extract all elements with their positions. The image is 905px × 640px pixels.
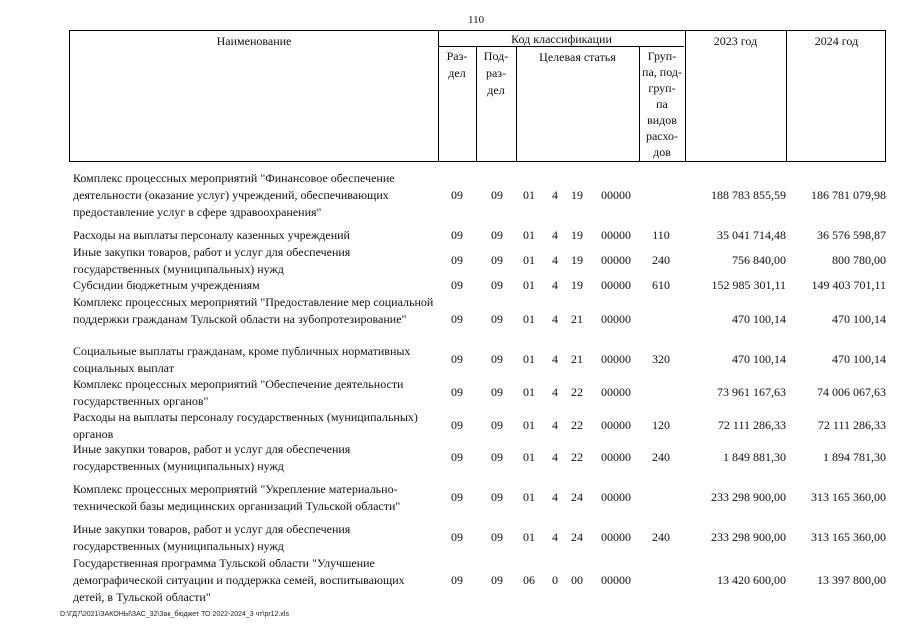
cell-2024: 72 111 286,33 [817,418,886,432]
cell-target-4: 00000 [601,530,631,544]
cell-2024: 313 165 360,00 [811,530,886,544]
cell-target-3: 19 [571,188,583,202]
cell-group: 240 [652,530,670,544]
cell-target-1: 06 [523,573,535,587]
cell-target-3: 19 [571,228,583,242]
row-name: Иные закупки товаров, работ и услуг для обеспечения государственных (муниципальных) нужд [73,442,351,473]
cell-target-3: 21 [571,312,583,326]
cell-target-2: 4 [552,352,558,366]
row-name: Комплекс процессных мероприятий "Обеспечение деятельности государственных органов" [73,377,404,408]
cell-target-4: 00000 [601,312,631,326]
cell-target-3: 19 [571,278,583,292]
header-name: Наименование [216,34,292,48]
cell-podrazdel: 09 [491,352,503,366]
cell-target-4: 00000 [601,385,631,399]
cell-2024: 470 100,14 [832,352,886,366]
row-name: Иные закупки товаров, работ и услуг для обеспечения государственных (муниципальных) нужд [73,245,351,276]
cell-target-1: 01 [523,352,535,366]
cell-target-3: 00 [571,573,583,587]
cell-podrazdel: 09 [491,418,503,432]
cell-target-4: 00000 [601,573,631,587]
header-2023: 2023 год [713,34,758,48]
cell-target-3: 24 [571,490,583,504]
header-podrazdel: Под- раз- дел [483,49,509,97]
row-name: Комплекс процессных мероприятий "Предоставление мер социальной поддержки гражданам Тульской области на зубопротезирование" [73,295,434,326]
cell-razdel: 09 [451,312,463,326]
header-group: Груп- па, под- груп- па видов расхо- дов [642,49,682,159]
row-name: Социальные выплаты гражданам, кроме публичных нормативных социальных выплат [73,344,411,375]
cell-target-4: 00000 [601,490,631,504]
cell-podrazdel: 09 [491,228,503,242]
cell-podrazdel: 09 [491,450,503,464]
cell-target-3: 22 [571,418,583,432]
cell-target-1: 01 [523,188,535,202]
cell-group: 610 [652,278,670,292]
cell-target-1: 01 [523,490,535,504]
cell-2023: 72 111 286,33 [717,418,786,432]
cell-podrazdel: 09 [491,253,503,267]
cell-2023: 13 420 600,00 [717,573,786,587]
cell-target-2: 4 [552,278,558,292]
cell-podrazdel: 09 [491,385,503,399]
cell-podrazdel: 09 [491,573,503,587]
cell-target-1: 01 [523,253,535,267]
cell-target-2: 4 [552,188,558,202]
cell-razdel: 09 [451,228,463,242]
row-name: Государственная программа Тульской области "Улучшение демографической ситуации и поддержка семей, воспитывающих детей, в Тульской области" [73,556,405,604]
row-name: Комплекс процессных мероприятий "Укрепление материально-технической базы медицинских организаций Тульской области" [73,482,401,513]
cell-2023: 756 840,00 [732,253,786,267]
cell-2023: 470 100,14 [732,352,786,366]
cell-target-4: 00000 [601,278,631,292]
cell-razdel: 09 [451,253,463,267]
cell-razdel: 09 [451,450,463,464]
cell-2024: 800 780,00 [832,253,886,267]
row-name: Комплекс процессных мероприятий "Финансовое обеспечение деятельности (оказание услуг) учреждений, обеспечивающих предоставление услуг в сфере здравоохранения" [73,171,395,219]
cell-2024: 470 100,14 [832,312,886,326]
cell-2024: 74 006 067,63 [817,385,886,399]
cell-razdel: 09 [451,530,463,544]
cell-razdel: 09 [451,188,463,202]
cell-razdel: 09 [451,418,463,432]
cell-podrazdel: 09 [491,530,503,544]
row-name: Субсидии бюджетным учреждениям [73,278,260,292]
file-path-footer: D:\ГД7\2021\ЗАКОНЫ\ЗАС_32\Зак_бюджет ТО 2022-2024_3 чт\pr12.xls [60,611,289,618]
cell-group: 240 [652,450,670,464]
header-code: Код классификации [511,32,612,46]
cell-target-3: 24 [571,530,583,544]
cell-2024: 1 894 781,30 [823,450,886,464]
row-name: Расходы на выплаты персоналу казенных учреждений [73,228,350,242]
cell-target-2: 4 [552,490,558,504]
cell-podrazdel: 09 [491,188,503,202]
cell-target-2: 4 [552,418,558,432]
cell-2024: 149 403 701,11 [811,278,886,292]
header-razdel: Раз- дел [446,49,468,80]
cell-2024: 313 165 360,00 [811,490,886,504]
cell-group: 240 [652,253,670,267]
cell-target-3: 19 [571,253,583,267]
cell-target-4: 00000 [601,352,631,366]
cell-target-1: 01 [523,530,535,544]
cell-group: 120 [652,418,670,432]
header-2024: 2024 год [814,34,859,48]
cell-target-3: 22 [571,450,583,464]
cell-target-1: 01 [523,312,535,326]
cell-razdel: 09 [451,385,463,399]
cell-target-2: 4 [552,385,558,399]
cell-razdel: 09 [451,490,463,504]
cell-target-2: 4 [552,450,558,464]
cell-razdel: 09 [451,278,463,292]
cell-target-4: 00000 [601,418,631,432]
cell-2023: 73 961 167,63 [717,385,786,399]
cell-2023: 1 849 881,30 [723,450,786,464]
cell-target-4: 00000 [601,450,631,464]
cell-2023: 152 985 301,11 [711,278,786,292]
cell-target-2: 4 [552,530,558,544]
cell-target-1: 01 [523,278,535,292]
cell-target-1: 01 [523,418,535,432]
row-name: Иные закупки товаров, работ и услуг для обеспечения государственных (муниципальных) нужд [73,522,351,553]
cell-target-1: 01 [523,228,535,242]
cell-target-4: 00000 [601,228,631,242]
cell-target-2: 4 [552,253,558,267]
cell-2024: 186 781 079,98 [811,188,886,202]
cell-target-2: 0 [552,573,558,587]
cell-2023: 233 298 900,00 [711,490,786,504]
cell-target-1: 01 [523,385,535,399]
cell-2023: 470 100,14 [732,312,786,326]
cell-razdel: 09 [451,352,463,366]
cell-group: 320 [652,352,670,366]
cell-target-2: 4 [552,312,558,326]
cell-2023: 188 783 855,59 [711,188,786,202]
cell-2024: 13 397 800,00 [817,573,886,587]
header-target: Целевая статья [539,50,616,64]
cell-podrazdel: 09 [491,278,503,292]
cell-target-4: 00000 [601,188,631,202]
cell-target-4: 00000 [601,253,631,267]
cell-target-2: 4 [552,228,558,242]
cell-group: 110 [652,228,670,242]
row-name: Расходы на выплаты персоналу государственных (муниципальных) органов [73,410,418,441]
cell-2024: 36 576 598,87 [817,228,886,242]
cell-podrazdel: 09 [491,490,503,504]
cell-razdel: 09 [451,573,463,587]
cell-target-3: 21 [571,352,583,366]
cell-podrazdel: 09 [491,312,503,326]
cell-target-3: 22 [571,385,583,399]
cell-target-1: 01 [523,450,535,464]
cell-2023: 35 041 714,48 [717,228,786,242]
cell-2023: 233 298 900,00 [711,530,786,544]
page-number: 110 [468,14,485,26]
